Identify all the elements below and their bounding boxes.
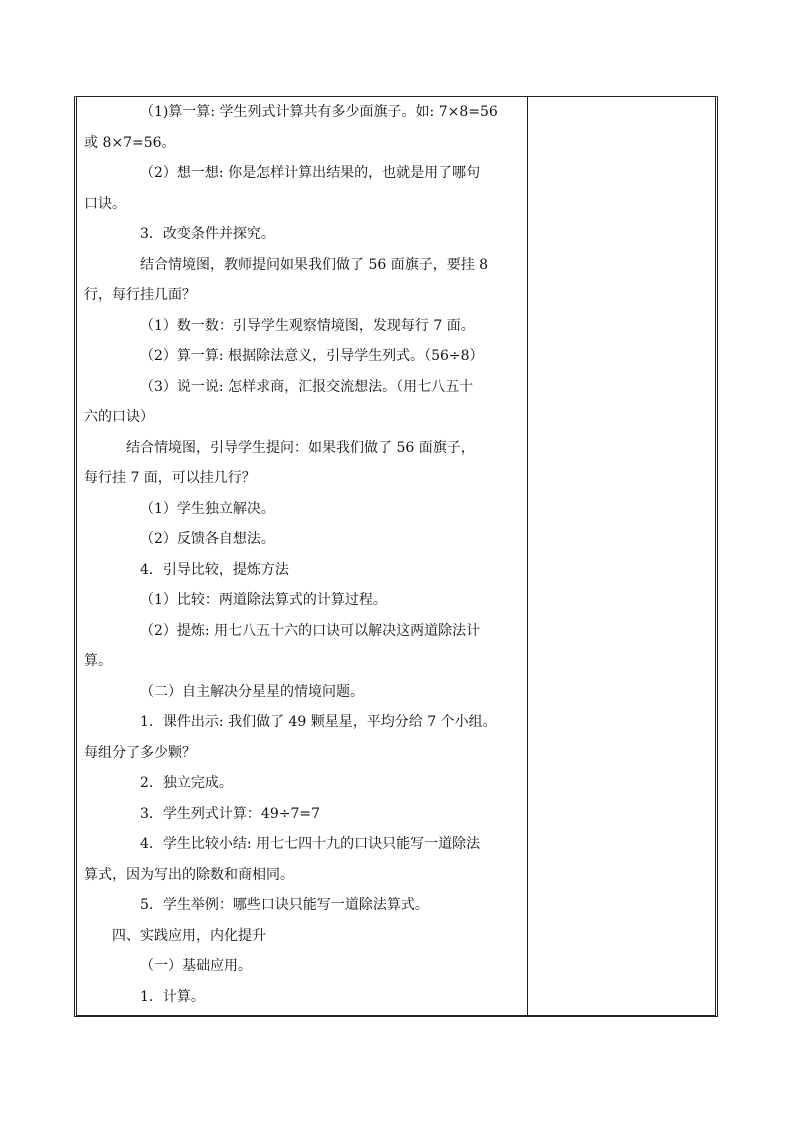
text-line: 算式，因为写出的除数和商相同。 xyxy=(84,866,294,883)
text-line: （2）算一算: 根据除法意义，引导学生列式。（56÷8） xyxy=(140,348,484,364)
lesson-content-cell xyxy=(84,97,520,1012)
text-line: （1)算一算: 学生列式计算共有多少面旗子。如: 7×8=56 xyxy=(140,104,498,120)
text-line: （二）自主解决分星星的情境问题。 xyxy=(140,683,364,700)
text-line: （2）反馈各自想法。 xyxy=(140,531,275,547)
text-line: （3）说一说: 怎样求商，汇报交流想法。（用七八五十 xyxy=(140,378,474,395)
text-line: 3．改变条件并探究。 xyxy=(140,226,275,242)
text-line: （2）提炼: 用七八五十六的口诀可以解决这两道除法计 xyxy=(140,622,481,639)
text-line: 4．引导比较，提炼方法 xyxy=(140,561,289,578)
text-line: （1）数一数：引导学生观察情境图，发现每行 7 面。 xyxy=(140,317,475,334)
text-line: （1）学生独立解决。 xyxy=(140,500,275,517)
text-line: 算。 xyxy=(84,653,112,669)
text-line: 结合情境图，教师提问如果我们做了 56 面旗子，要挂 8 xyxy=(140,256,489,273)
text-line: （一）基础应用。 xyxy=(140,958,252,974)
text-line: 每行挂 7 面，可以挂几行？ xyxy=(84,470,256,486)
text-line: 结合情境图，引导学生提问：如果我们做了 56 面旗子， xyxy=(126,439,475,456)
text-line: 5．学生举例：哪些口诀只能写一道除法算式。 xyxy=(140,897,429,913)
text-line: 或 8×7=56。 xyxy=(84,134,176,151)
text-line: （2）想一想: 你是怎样计算出结果的，也就是用了哪句 xyxy=(140,165,481,181)
column-divider xyxy=(527,97,528,1015)
text-line: 行，每行挂几面？ xyxy=(84,287,196,303)
text-line: 每组分了多少颗？ xyxy=(84,744,196,761)
lesson-table xyxy=(74,96,718,1017)
text-line: 1．课件出示: 我们做了 49 颗星星，平均分给 7 个小组。 xyxy=(140,714,497,730)
text-line: 四、实践应用，内化提升 xyxy=(112,927,266,944)
text-line: 1．计算。 xyxy=(140,988,205,1005)
text-line: 2．独立完成。 xyxy=(140,775,233,791)
text-line: 口诀。 xyxy=(84,195,126,212)
text-line: 六的口诀） xyxy=(84,409,154,425)
text-line: （1）比较：两道除法算式的计算过程。 xyxy=(140,592,387,608)
text-line: 4．学生比较小结: 用七七四十九的口诀只能写一道除法 xyxy=(140,836,481,852)
text-line: 3．学生列式计算：49÷7=7 xyxy=(140,805,320,822)
